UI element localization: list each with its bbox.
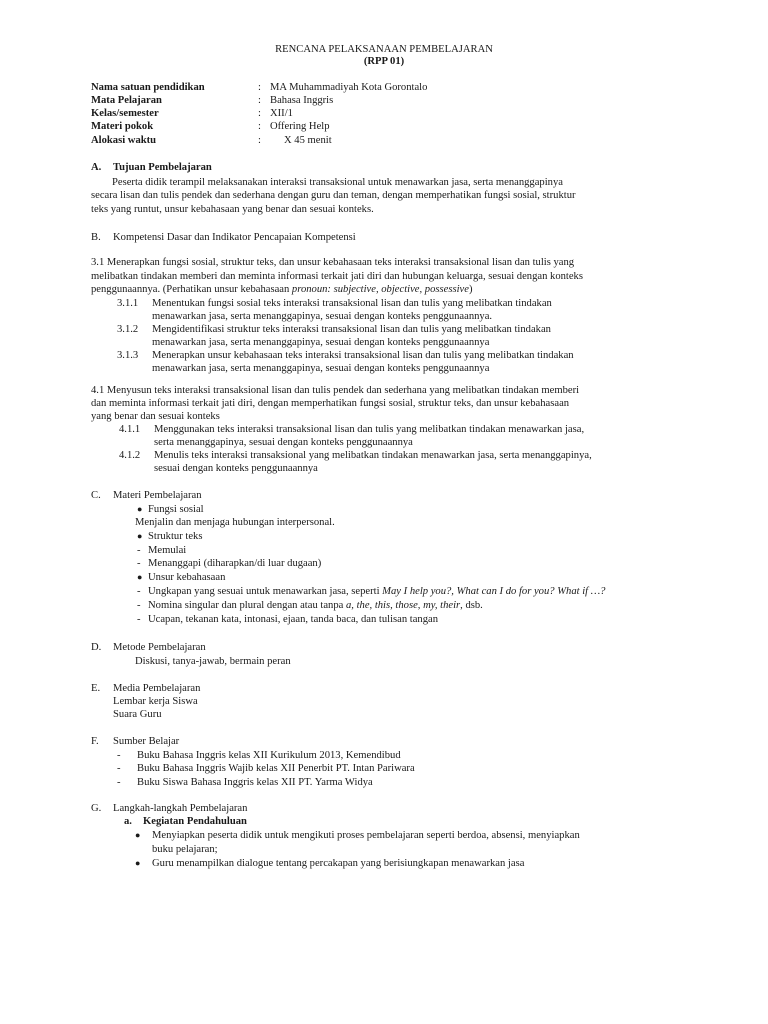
identity-label: Materi pokok [91, 121, 154, 132]
paragraph-line: 3.1 Menerapkan fungsi sosial, struktur teks, dan unsur kebahasaan teks interaksi transaksional lisan dan tulis yang [91, 257, 575, 268]
section-c-heading: Materi Pembelajaran [113, 490, 202, 501]
subsection-heading: Kegiatan Pendahuluan [143, 816, 247, 827]
indicator-line: sesuai dengan konteks penggunaannya [154, 463, 318, 474]
dash-icon: - [137, 545, 141, 556]
list-item: Unsur kebahasaan [148, 572, 226, 583]
identity-value: Offering Help [270, 121, 330, 132]
text-run-italic: May I help you?, What can I do for you? What if …? [382, 586, 606, 597]
indicator-line: serta menanggapinya, sesuai dengan konteks penggunaannya [154, 437, 413, 448]
paragraph-line [91, 283, 472, 296]
list-item: Suara Guru [113, 709, 162, 720]
section-f-heading: Sumber Belajar [113, 736, 180, 747]
bullet-icon: ● [137, 504, 143, 514]
section-a-heading: Tujuan Pembelajaran [113, 162, 212, 173]
section-g-letter: G. [91, 803, 102, 814]
list-item: Menyiapkan peserta didik untuk mengikuti proses pembelajaran seperti berdoa, absensi, menyiapkan [152, 830, 580, 841]
identity-label: Mata Pelajaran [91, 95, 162, 106]
dash-icon: - [117, 750, 121, 761]
bullet-icon: ● [135, 858, 141, 868]
identity-sep: : [258, 135, 261, 146]
list-item: Buku Bahasa Inggris kelas XII Kurikulum 2013, Kemendibud [137, 750, 401, 761]
bullet-icon: ● [135, 830, 141, 840]
section-b-heading: Kompetensi Dasar dan Indikator Pencapaian Kompetensi [113, 232, 356, 243]
list-item: Buku Siswa Bahasa Inggris kelas XII PT. Yarma Widya [137, 777, 373, 788]
indicator-number: 3.1.3 [117, 350, 139, 361]
list-item: Fungsi sosial [148, 504, 204, 515]
document-title: RENCANA PELAKSANAAN PEMBELAJARAN [275, 44, 493, 55]
identity-value: MA Muhammadiyah Kota Gorontalo [270, 82, 428, 93]
paragraph-line: melibatkan tindakan memberi dan meminta informasi terkait jati diri dan hubungan keluarga, sesuai dengan konteks [91, 271, 583, 282]
list-item: Menjalin dan menjaga hubungan interpersonal. [135, 517, 335, 528]
identity-sep: : [258, 95, 261, 106]
indicator-number: 4.1.1 [119, 424, 141, 435]
text-run: ) [468, 284, 473, 295]
list-item: buku pelajaran; [152, 844, 218, 855]
text-run: , dsb. [460, 600, 483, 611]
section-e-letter: E. [91, 683, 101, 694]
identity-sep: : [258, 108, 261, 119]
text-run: Ungkapan yang sesuai untuk menawarkan jasa, seperti [148, 586, 383, 597]
paragraph-line: 4.1 Menyusun teks interaksi transaksional lisan dan tulis pendek dan sederhana yang melibatkan tindakan memberi [91, 385, 580, 396]
text-run: penggunaannya. (Perhatikan unsur kebahasaan [91, 284, 292, 295]
indicator-number: 3.1.2 [117, 324, 139, 335]
dash-icon: - [117, 763, 121, 774]
section-e-heading: Media Pembelajaran [113, 683, 201, 694]
indicator-line: Mengidentifikasi struktur teks interaksi transaksional lisan dan tulis yang melibatkan tindakan [152, 324, 551, 335]
identity-label: Alokasi waktu [91, 135, 157, 146]
section-g-heading: Langkah-langkah Pembelajaran [113, 803, 248, 814]
list-item: Guru menampilkan dialogue tentang percakapan yang berisiungkapan menawarkan jasa [152, 858, 525, 869]
section-a-letter: A. [91, 162, 102, 173]
list-item [148, 585, 605, 598]
indicator-number: 4.1.2 [119, 450, 141, 461]
identity-value: Bahasa Inggris [270, 95, 334, 106]
text-run-italic: a, the, this, those, my, their [345, 600, 461, 611]
subsection-letter: a. [124, 816, 132, 827]
paragraph-line: teks yang runtut, unsur kebahasaan yang benar dan sesuai konteks. [91, 204, 374, 215]
identity-value: X 45 menit [284, 135, 332, 146]
list-item: Menanggapi (diharapkan/di luar dugaan) [148, 558, 322, 569]
section-b-letter: B. [91, 232, 101, 243]
dash-icon: - [137, 600, 141, 611]
document-subtitle: (RPP 01) [363, 56, 405, 67]
section-d-text: Diskusi, tanya-jawab, bermain peran [135, 656, 291, 667]
identity-sep: : [258, 121, 261, 132]
section-d-letter: D. [91, 642, 102, 653]
indicator-line: menawarkan jasa, serta menanggapinya, sesuai dengan konteks penggunaannya [152, 337, 490, 348]
paragraph-line: secara lisan dan tulis pendek dan sederhana dengan guru dan teman, dengan memperhatikan fungsi sosial, struktur [91, 190, 576, 201]
indicator-line: Menggunakan teks interaksi transaksional lisan dan tulis yang melibatkan tindakan menawarkan jasa, [154, 424, 585, 435]
bullet-icon: ● [137, 572, 143, 582]
dash-icon: - [137, 558, 141, 569]
text-run: Nomina singular dan plural dengan atau tanpa [148, 600, 346, 611]
dash-icon: - [117, 777, 121, 788]
list-item: Buku Bahasa Inggris Wajib kelas XII Penerbit PT. Intan Pariwara [137, 763, 415, 774]
dash-icon: - [137, 614, 141, 625]
indicator-number: 3.1.1 [117, 298, 139, 309]
indicator-line: menawarkan jasa, serta menanggapinya, sesuai dengan konteks penggunaannya. [152, 311, 493, 322]
paragraph-line: dan meminta informasi terkait jati diri, dengan memperhatikan fungsi sosial, struktur teks, dan unsur kebahasaan [91, 398, 570, 409]
indicator-line: Menentukan fungsi sosial teks interaksi transaksional lisan dan tulis yang melibatkan tindakan [152, 298, 552, 309]
paragraph-line: yang benar dan sesuai konteks [91, 411, 220, 422]
text-run-italic: pronoun: subjective, objective, possessive [291, 284, 469, 295]
indicator-line: menawarkan jasa, serta menanggapinya, sesuai dengan konteks penggunaannya [152, 363, 490, 374]
identity-value: XII/1 [270, 108, 293, 119]
section-f-letter: F. [91, 736, 99, 747]
indicator-line: Menulis teks interaksi transaksional yang melibatkan tindakan menawarkan jasa, serta menanggapinya, [154, 450, 592, 461]
list-item [148, 599, 483, 612]
paragraph-line: Peserta didik terampil melaksanakan interaksi transaksional untuk menawarkan jasa, serta menanggapinya [112, 177, 563, 188]
identity-label: Nama satuan pendidikan [91, 82, 205, 93]
section-d-heading: Metode Pembelajaran [113, 642, 206, 653]
identity-sep: : [258, 82, 261, 93]
dash-icon: - [137, 586, 141, 597]
identity-label: Kelas/semester [91, 108, 159, 119]
list-item: Lembar kerja Siswa [113, 696, 198, 707]
list-item: Struktur teks [148, 531, 203, 542]
indicator-line: Menerapkan unsur kebahasaan teks interaksi transaksional lisan dan tulis yang melibatkan tindakan [152, 350, 574, 361]
section-c-letter: C. [91, 490, 101, 501]
bullet-icon: ● [137, 531, 143, 541]
list-item: Memulai [148, 545, 187, 556]
list-item: Ucapan, tekanan kata, intonasi, ejaan, tanda baca, dan tulisan tangan [148, 614, 439, 625]
